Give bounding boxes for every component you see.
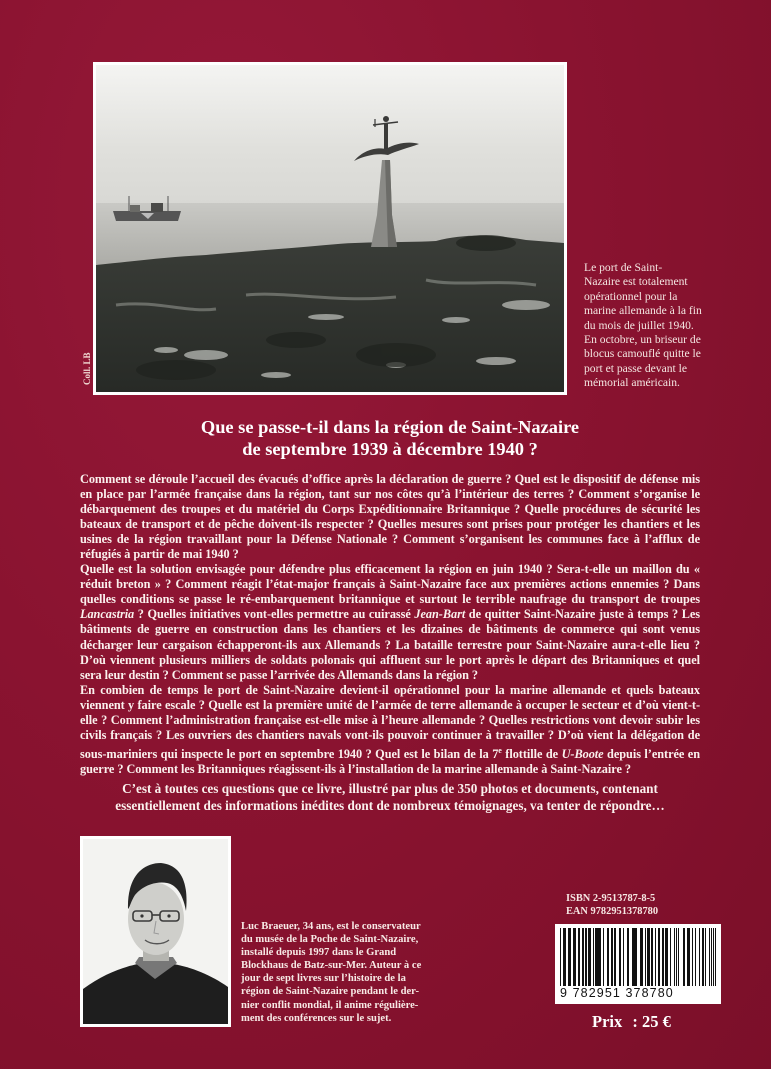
isbn-block bbox=[566, 892, 726, 918]
price-value: 25 € bbox=[642, 1012, 671, 1031]
sky bbox=[96, 65, 564, 205]
bio-line: jour de sept livres sur l’histoire de la bbox=[241, 973, 406, 985]
bio-line: nier conflit mondial, il anime régulière- bbox=[241, 999, 419, 1011]
bio-line: installé depuis 1997 dans le Grand bbox=[241, 947, 397, 959]
caption-line: Nazaire est totalement bbox=[584, 275, 688, 289]
caption-line: port et passe devant le bbox=[584, 361, 688, 375]
text-run: Quelle est la solution envisagée pour défendre plus efficacement la région en juin 1940 ? Sera-t-elle un maillon du « réduit breton » ? Comment réagit l’état-major français à Saint-Nazaire face aux premières actions ennemies ? Dans quelles conditions se passe le ré-embarquement britannique et surtout le terrible naufrage du transport de troupes bbox=[80, 562, 700, 607]
isbn-number: ISBN 2-9513787-8-5 bbox=[566, 893, 656, 904]
price bbox=[592, 1012, 671, 1032]
author-photo-frame bbox=[80, 836, 231, 1027]
bio-line: du musée de la Poche de Saint-Nazaire, bbox=[241, 934, 419, 946]
body-text bbox=[80, 472, 700, 777]
caption-line: blocus camouflé quitte le bbox=[584, 347, 701, 361]
barcode-bars bbox=[560, 928, 716, 986]
caption-line: opérationnel pour la bbox=[584, 289, 678, 303]
conclusion-line-2: essentiellement des informations inédites dont de nombreux témoignages, va tenter de répondre… bbox=[115, 798, 665, 813]
bio-line: Blockhaus de Batz-sur-Mer. Auteur à ce bbox=[241, 960, 422, 972]
u-boote-term: U-Boote bbox=[561, 746, 604, 761]
ordinal-suffix: e bbox=[498, 745, 502, 755]
ean-number: EAN 9782951378780 bbox=[566, 906, 659, 917]
caption-line: du mois de juillet 1940. bbox=[584, 318, 694, 332]
ship-name-jean-bart: Jean-Bart bbox=[414, 607, 466, 622]
cover-photo bbox=[96, 65, 564, 392]
price-separator: : bbox=[632, 1012, 638, 1031]
headline-line-1: Que se passe-t-il dans la région de Saint-Nazaire bbox=[200, 417, 580, 437]
text-run: En combien de temps le port de Saint-Nazaire devient-il opérationnel pour la marine allemande et quels bateaux viennent y faire escale ? Quelle est la première unité de l’armée de terre allemande à occuper le secteur et d’où vient-t-elle ? Comment l’administration française est-elle mise à l’heure allemande ? Quelles restrictions vont devoir subir les civils français ? Les ouvriers des chantiers navals vont-ils pouvoir continuer à travailler ? D’où vient la délégation de sous-mariniers qui inspecte le port en septembre 1940 ? Quel est le bilan de la 7 bbox=[80, 682, 700, 761]
headline bbox=[80, 416, 700, 460]
body-paragraph-1: Comment se déroule l’accueil des évacués d’office après la déclaration de guerre ? Quel est le dispositif de défense mis en place par l’armée française dans la région, tant sur nos côtes qu’à l’intérieur des terres ? Comment s’organise le débarquement des troupes et du matériel du Corps Expéditionnaire Britannique ? Quelle procédures de sécurité les bateaux de transport et de pêche doivent-ils respecter ? Quelles mesures sont prises pour protéger les chantiers et les usines de la région travaillant pour la Défense Nationale ? Comment s’organisent les communes face à l’afflux de réfugiés à partir de mai 1940 ? bbox=[80, 472, 700, 562]
caption-line: Le port de Saint- bbox=[584, 261, 663, 274]
monument-seascape-image bbox=[96, 65, 564, 392]
text-run: ? Quelles initiatives vont-elles permettre au cuirassé bbox=[134, 607, 415, 622]
barcode-digits: 9 782951 378780 bbox=[560, 986, 674, 1000]
body-paragraph-2 bbox=[80, 562, 700, 682]
bio-line: ment des conférences sur le sujet. bbox=[241, 1012, 392, 1024]
author-photo bbox=[83, 839, 228, 1024]
caption-line: mémorial américain. bbox=[584, 376, 680, 390]
caption-line: En octobre, un briseur de bbox=[584, 333, 701, 347]
bio-line: Luc Braeuer, 34 ans, est le conservateur bbox=[241, 921, 421, 932]
photo-credit: Coll. LB bbox=[82, 352, 92, 385]
barcode-bar bbox=[715, 928, 716, 986]
ship-name-lancastria: Lancastria bbox=[80, 607, 135, 622]
price-label: Prix bbox=[592, 1012, 623, 1031]
headline-line-2: de septembre 1939 à décembre 1940 ? bbox=[242, 439, 538, 459]
conclusion-line-1: C’est à toutes ces questions que ce livre, illustré par plus de 350 photos et documents, contenant bbox=[122, 781, 658, 796]
text-run: depuis l’entrée en guerre ? Comment les Britanniques réagissent-ils à l’installation de la marine allemande à Saint-Nazaire ? bbox=[80, 746, 700, 776]
photo-caption bbox=[584, 261, 754, 391]
cover-photo-frame bbox=[93, 62, 567, 395]
caption-line: marine allemande à la fin bbox=[584, 304, 702, 318]
text-run: de quitter Saint-Nazaire juste à temps ? Les bâtiments de guerre en construction dans les chantiers et les dizaines de bâtiments de commerce qui sont venus décharger leur cargaison échapperont-ils aux Allemands ? La bataille terrestre pour Saint-Nazaire aura-t-elle lieu ? D’où viennent plusieurs milliers de soldats polonais qui affluent sur le port après le départ des Britanniques et quel sera leur destin ? Comment se passe l’arrivée des Allemands dans la région ? bbox=[80, 607, 701, 682]
conclusion bbox=[80, 780, 700, 814]
author-bio bbox=[241, 920, 491, 1025]
barcode bbox=[555, 924, 721, 1004]
text-run: flottille de bbox=[501, 746, 562, 761]
body-paragraph-3 bbox=[80, 683, 700, 777]
bio-line: région de Saint-Nazaire pendant le der- bbox=[241, 986, 420, 998]
